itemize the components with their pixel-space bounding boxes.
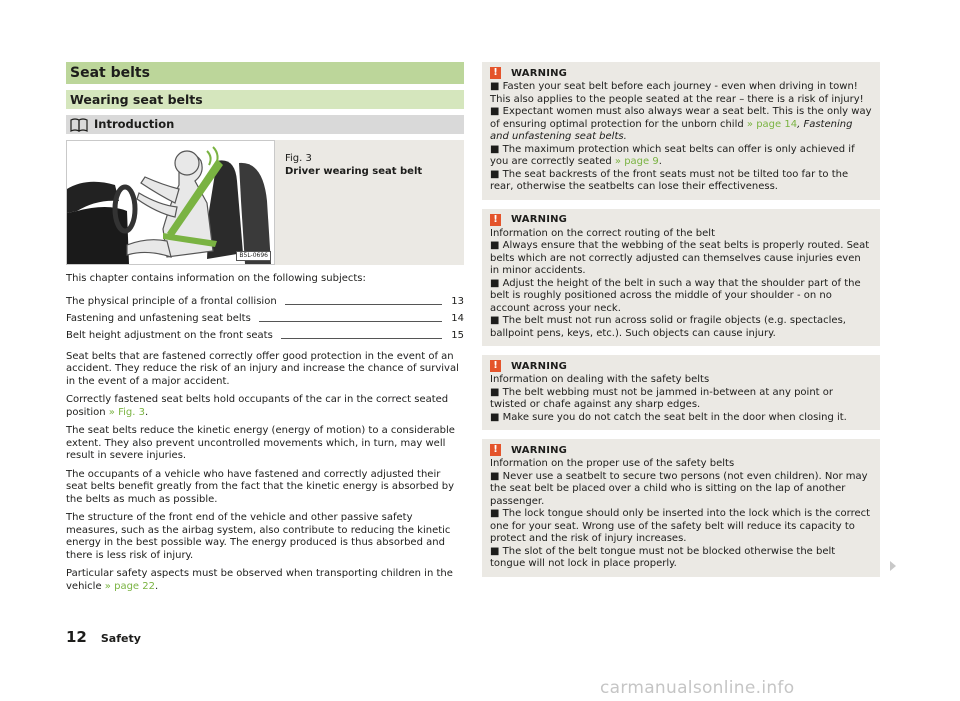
figure-caption-text: Driver wearing seat belt: [285, 166, 423, 177]
warning-line: ■ Never use a seatbelt to secure two persons (not even children). Nor may the seat belt be placed over a child who is sitting on the lap of another passenger.: [490, 470, 868, 507]
book-icon: [70, 118, 88, 132]
paragraph-text: Correctly fastened seat belts hold occupants of the car in the correct seated position: [66, 394, 449, 418]
warning-text-end: .: [658, 156, 662, 167]
warning-icon: !: [490, 360, 501, 372]
figure-box: [66, 140, 464, 265]
toc-page: 13: [451, 296, 464, 307]
warning-icon: !: [490, 67, 501, 79]
page-link[interactable]: » page 9: [614, 156, 659, 167]
warning-line: ■ The seat backrests of the front seats must not be tilted too far to the rear, otherwise the seatbelts can lose their effectiveness.: [490, 168, 849, 192]
page-link[interactable]: » page 14: [746, 118, 798, 130]
warning-line: ■ The belt webbing must not be jammed in-between at any point or twisted or chafe against any sharp edges.: [490, 386, 833, 410]
warning-text-end: , Fastening and unfastening seat belts.: [490, 118, 853, 142]
paragraph: [66, 568, 464, 593]
right-column: [482, 62, 880, 586]
footer-section-title: Safety: [100, 632, 141, 645]
figure-number: Fig. 3: [285, 153, 312, 164]
warning-line: [490, 106, 872, 144]
intro-text: This chapter contains information on the following subjects:: [66, 273, 366, 284]
warning-intro: Information on dealing with the safety belts: [490, 374, 710, 385]
warning-header: [490, 443, 872, 457]
paragraph: [66, 394, 464, 419]
warning-line: ■ Adjust the height of the belt in such a way that the shoulder part of the belt is roughly positioned across the middle of your shoulder - on no account across your neck.: [490, 277, 861, 314]
toc-label: Fastening and unfastening seat belts: [66, 313, 251, 324]
warning-intro: Information on the proper use of the safety belts: [490, 458, 735, 469]
warning-text: ■ Expectant women must also always wear a seat belt. This is the only way of ensuring optimal protection for the unborn child: [490, 106, 872, 130]
warning-box: [482, 209, 880, 347]
warning-box: [482, 355, 880, 430]
warning-title: WARNING: [511, 214, 568, 225]
page-link[interactable]: » page 22: [104, 580, 155, 592]
toc-page: 15: [451, 330, 464, 341]
subsection-header: [66, 115, 464, 134]
paragraph: Seat belts that are fastened correctly offer good protection in the event of an accident. They reduce the risk of an injury and increase the chance of survival in the event of a major accident.: [66, 350, 459, 387]
warning-icon: !: [490, 214, 501, 226]
warning-box: [482, 62, 880, 200]
toc-leader-line: [285, 304, 442, 305]
section-title: Wearing seat belts: [66, 90, 464, 109]
toc-leader-line: [281, 338, 442, 339]
warning-line: ■ Always ensure that the webbing of the seat belts is properly routed. Seat belts which are not correctly adjusted can themselves cause injuries even in minor accidents.: [490, 240, 870, 276]
warning-title: WARNING: [511, 444, 568, 456]
driver-seatbelt-illustration: [67, 141, 274, 264]
toc-label: Belt height adjustment on the front seats: [66, 330, 273, 341]
left-column: [66, 62, 464, 599]
paragraph: The seat belts reduce the kinetic energy (energy of motion) to a considerable extent. They also prevent uncontrolled movements which, in turn, may well result in severe injuries.: [66, 425, 455, 461]
warning-line: [490, 144, 872, 169]
warning-box: [482, 439, 880, 577]
warning-line: ■ The lock tongue should only be inserted into the lock which is the correct one for your seat. Wrong use of the safety belt will reduce its capacity to protect and the risk of injury increases.: [490, 508, 871, 544]
toc-row[interactable]: [66, 292, 464, 309]
chapter-title: Seat belts: [66, 62, 464, 84]
toc-leader-line: [259, 321, 442, 322]
figure-code: B5L-0696: [236, 251, 271, 261]
warning-icon: !: [490, 444, 501, 456]
toc-page: 14: [451, 313, 464, 324]
paragraph-text: Particular safety aspects must be observed when transporting children in the vehicle: [66, 568, 453, 592]
warning-line: ■ Fasten your seat belt before each journey - even when driving in town! This also applies to the people seated at the rear – there is a risk of injury!: [490, 81, 864, 105]
warning-title: WARNING: [511, 67, 568, 79]
warning-line: ■ The slot of the belt tongue must not be blocked otherwise the belt tongue will not lock in place properly.: [490, 545, 836, 569]
page-footer: [66, 628, 141, 646]
warning-header: [490, 213, 872, 227]
paragraph: The occupants of a vehicle who have fastened and correctly adjusted their seat belts benefit greatly from the fact that the kinetic energy is absorbed by the belts as much as possible.: [66, 468, 455, 505]
warning-title: WARNING: [511, 360, 568, 372]
paragraph-end: .: [144, 406, 149, 418]
paragraph-end: .: [154, 580, 159, 592]
toc-row[interactable]: [66, 326, 464, 343]
warning-intro: Information on the correct routing of the belt: [490, 227, 715, 239]
subsection-title: Introduction: [94, 117, 175, 131]
warning-line: ■ Make sure you do not catch the seat belt in the door when closing it.: [490, 411, 847, 423]
warning-header: [490, 66, 872, 80]
figure-caption: [285, 152, 422, 178]
toc-row[interactable]: [66, 309, 464, 326]
figure-image: [66, 140, 275, 265]
warning-line: ■ The belt must not run across solid or fragile objects (e.g. spectacles, ballpoint pens, keys, etc.). Such objects can cause injury.: [490, 315, 846, 339]
watermark: carmanualsonline.info: [600, 678, 795, 698]
continue-arrow-icon: [890, 561, 896, 571]
page-number: 12: [66, 628, 87, 646]
toc-label: The physical principle of a frontal collision: [66, 296, 277, 307]
warning-header: [490, 359, 872, 373]
toc-list: [66, 292, 464, 343]
paragraph: The structure of the front end of the vehicle and other passive safety measures, such as the airbag system, also contribute to reducing the kinetic energy in the best possible way. The energy produced is thus absorbed and there is less risk of injury.: [66, 512, 451, 561]
warning-text: ■ The maximum protection which seat belts can offer is only achieved if you are correctly seated: [490, 143, 855, 167]
figure-link[interactable]: » Fig. 3: [108, 406, 145, 418]
